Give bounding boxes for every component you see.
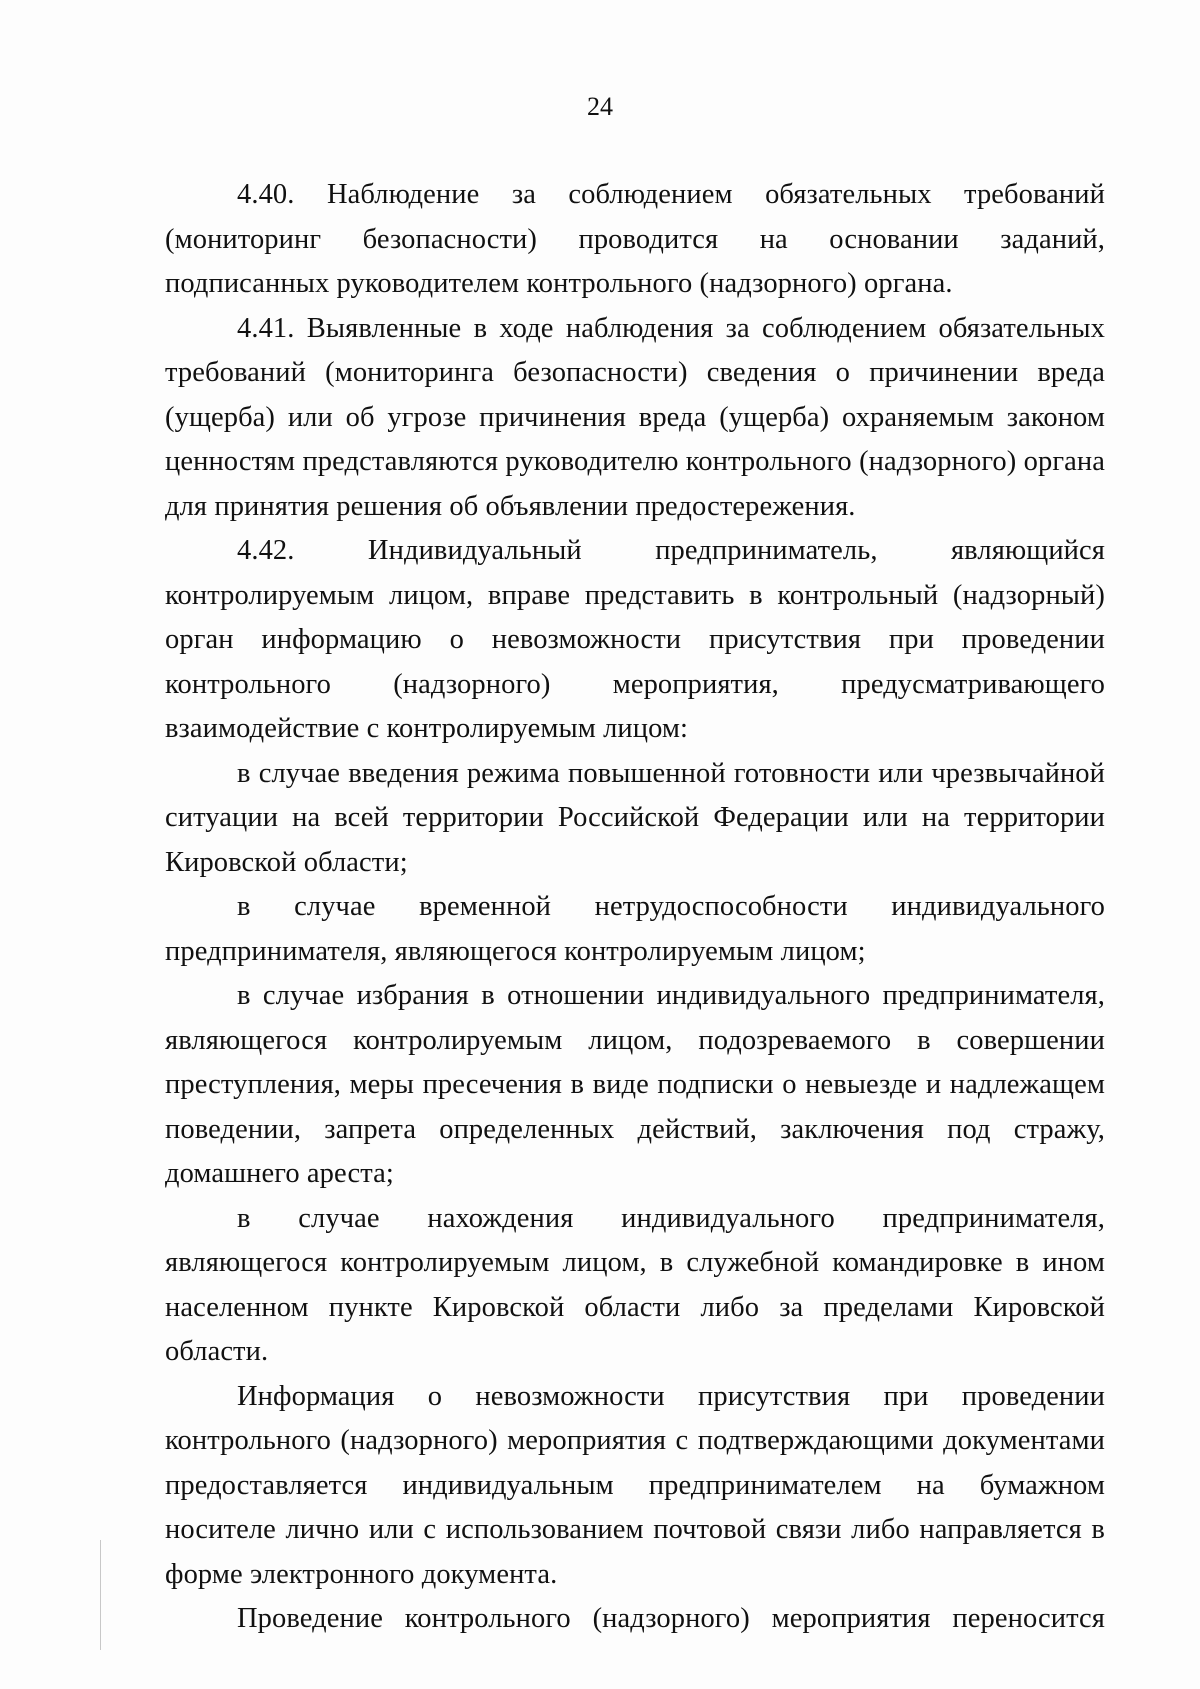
paragraph-4-40: 4.40. Наблюдение за соблюдением обязательных требований (мониторинг безопасности) проводится на основании заданий, подписанных руководителем контрольного (надзорного) органа. (165, 179, 1105, 299)
paragraph-4-41: 4.41. Выявленные в ходе наблюдения за соблюдением обязательных требований (мониторинга безопасности) сведения о причинении вреда (ущерба) или об угрозе причинения вреда (ущерба) охраняемым законом ценностям представляются руководителю контрольного (надзорного) органа для принятия решения об объявлении предостережения. (165, 312, 1105, 522)
list-item-emergency-regime: в случае введения режима повышенной готовности или чрезвычайной ситуации на всей территории Российской Федерации или на территории Кировской области; (165, 757, 1105, 878)
list-item-preventive-measure: в случае избрания в отношении индивидуального предпринимателя, являющегося контролируемым лицом, подозреваемого в совершении преступления, меры пресечения в виде подписки о невыезде и надлежащем поведении, запрета определенных действий, заключения под стражу, домашнего ареста; (165, 980, 1105, 1189)
list-item-temporary-disability: в случае временной нетрудоспособности индивидуального предпринимателя, являющегося контролируемым лицом; (165, 891, 1105, 967)
scan-margin-line (100, 1540, 101, 1650)
list-item-business-trip: в случае нахождения индивидуального предпринимателя, являющегося контролируемым лицом, в служебной командировке в ином населенном пункте Кировской области либо за пределами Кировской области. (165, 1202, 1105, 1367)
document-body (165, 173, 1105, 1642)
paragraph-4-42: 4.42. Индивидуальный предприниматель, являющийся контролируемым лицом, вправе представить в контрольный (надзорный) орган информацию о невозможности присутствия при проведении контрольного (надзорного) мероприятия, предусматривающего взаимодействие с контролируемым лицом: (165, 535, 1105, 744)
paragraph-postponement: Проведение контрольного (надзорного) мероприятия переносится (237, 1603, 1105, 1634)
page-number: 24 (587, 92, 613, 121)
paragraph-information-submission: Информация о невозможности присутствия при проведении контрольного (надзорного) мероприятия с подтверждающими документами предоставляется индивидуальным предпринимателем на бумажном носителе лично или с использованием почтовой связи либо направляется в форме электронного документа. (165, 1380, 1105, 1590)
